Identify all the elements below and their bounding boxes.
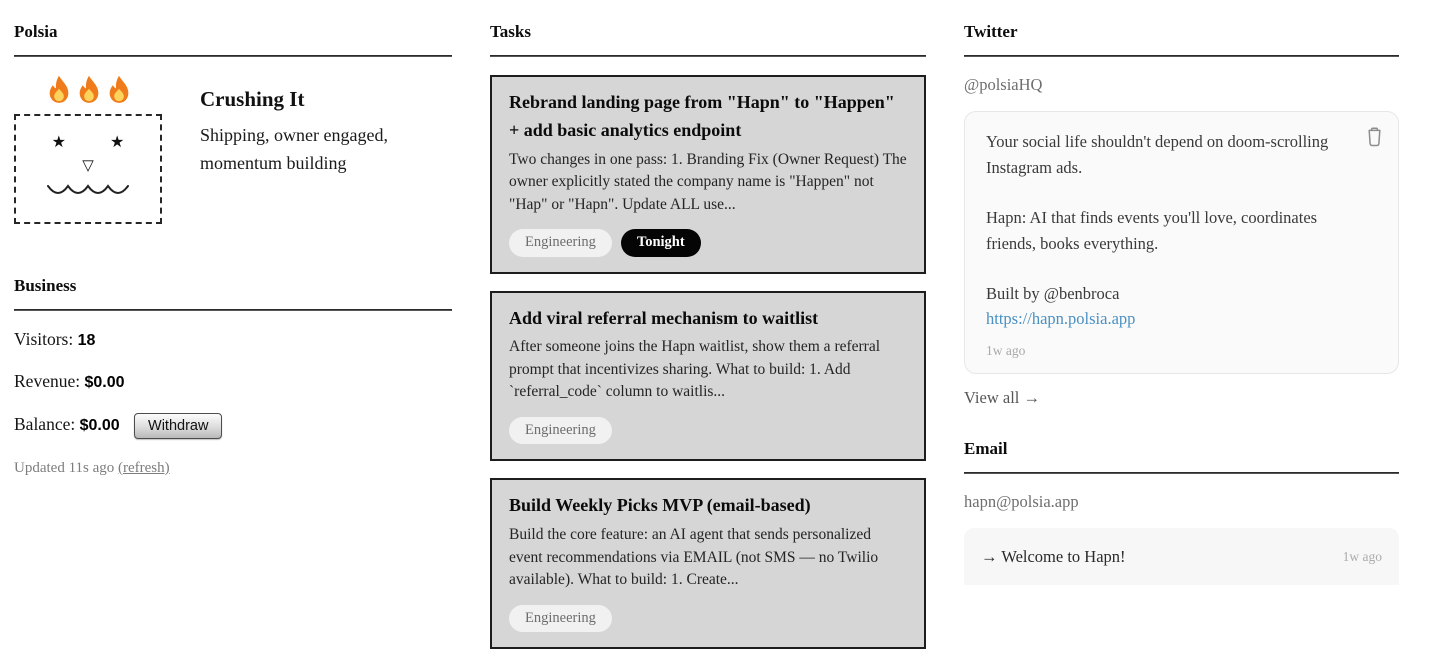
fire-icon [46,75,72,104]
tweet-text: Built by @benbroca [986,284,1120,304]
star-eye-icon: ★ [110,134,125,151]
task-description: After someone joins the Hapn waitlist, show them a referral prompt that incentivizes sharing. What to build: 1. Add `referral_code` column to waitlis... [509,338,881,401]
social-column [964,20,1399,666]
task-card[interactable] [490,291,926,462]
business-section-title: Business [14,276,77,295]
email-timestamp: 1w ago [1342,548,1382,564]
revenue-label: Revenue: [14,371,81,391]
tweet-text: Your social life shouldn't depend on doom-scrolling Instagram ads. [986,132,1329,177]
tasks-section-title: Tasks [490,22,531,41]
tag-tonight: Tonight [621,229,701,256]
section-divider [964,472,1399,474]
trash-icon [1366,127,1383,147]
section-divider [14,55,452,57]
revenue-stat [14,371,452,392]
tag-engineering: Engineering [509,229,612,256]
tweet-card [964,111,1399,374]
fire-icon [106,75,132,104]
mascot-eyes [52,132,125,152]
status-summary [200,75,450,178]
task-title: Build Weekly Picks MVP (email-based) [509,495,811,516]
section-divider [14,309,452,311]
task-title: Add viral referral mechanism to waitlist [509,307,819,328]
visitors-label: Visitors: [14,329,74,349]
visitors-value: 18 [77,332,96,349]
email-address: hapn@polsia.app [964,491,1079,511]
task-card[interactable] [490,75,926,274]
tag-engineering: Engineering [509,605,612,632]
tweet-timestamp: 1w ago [986,342,1026,358]
email-section-title: Email [964,438,1008,458]
task-card[interactable] [490,478,926,649]
company-status [14,75,452,224]
email-subject: → Welcome to Hapn! [981,546,1126,566]
revenue-value: $0.00 [84,374,125,391]
visitors-stat [14,329,452,350]
task-description: Two changes in one pass: 1. Branding Fix (Owner Request) The owner explicitly stated the company name is "Happen" not "Hap" or "Hapn". Update ALL use... [509,150,907,213]
twitter-handle: @polsiaHQ [964,75,1043,94]
twitter-section-title: Twitter [964,22,1018,41]
task-title: Rebrand landing page from "Hapn" to "Happen" + add basic analytics endpoint [509,92,895,140]
task-tags [509,417,907,444]
section-divider [964,55,1399,57]
polsia-column [14,20,452,666]
mascot-face-box [14,114,162,224]
status-headline: Crushing It [200,87,305,111]
tweet-text: Hapn: AI that finds events you'll love, coordinates friends, books everything. [986,208,1318,253]
star-eye-icon: ★ [51,134,66,151]
view-all-link[interactable]: View all → [964,387,1040,407]
task-description: Build the core feature: an AI agent that sends personalized event recommendations via EMAIL (not SMS — no Twilio available). What to build: 1. Create... [509,526,879,589]
delete-tweet-button[interactable] [1366,127,1383,150]
mascot-mouth-wave [45,184,131,197]
email-list-item[interactable] [964,528,1399,585]
mascot-nose: ▽ [82,158,94,174]
polsia-section-title: Polsia [14,22,58,41]
withdraw-button[interactable]: Withdraw [134,413,222,439]
mascot-art [14,75,164,224]
tweet-link[interactable]: https://hapn.polsia.app [986,308,1136,328]
tasks-column [490,20,926,666]
balance-label: Balance: [14,414,76,435]
tag-engineering: Engineering [509,417,612,444]
email-section [964,439,1399,585]
balance-value: $0.00 [79,417,120,435]
task-tags [509,605,907,632]
updated-text: Updated 11s ago [14,460,115,476]
refresh-link[interactable]: (refresh) [118,460,170,476]
fire-icon [76,75,102,104]
last-updated [14,460,452,477]
status-flames [14,75,164,105]
balance-stat [14,413,452,439]
status-description: Shipping, owner engaged, momentum building [200,125,388,173]
task-tags [509,229,907,256]
section-divider [490,55,926,57]
